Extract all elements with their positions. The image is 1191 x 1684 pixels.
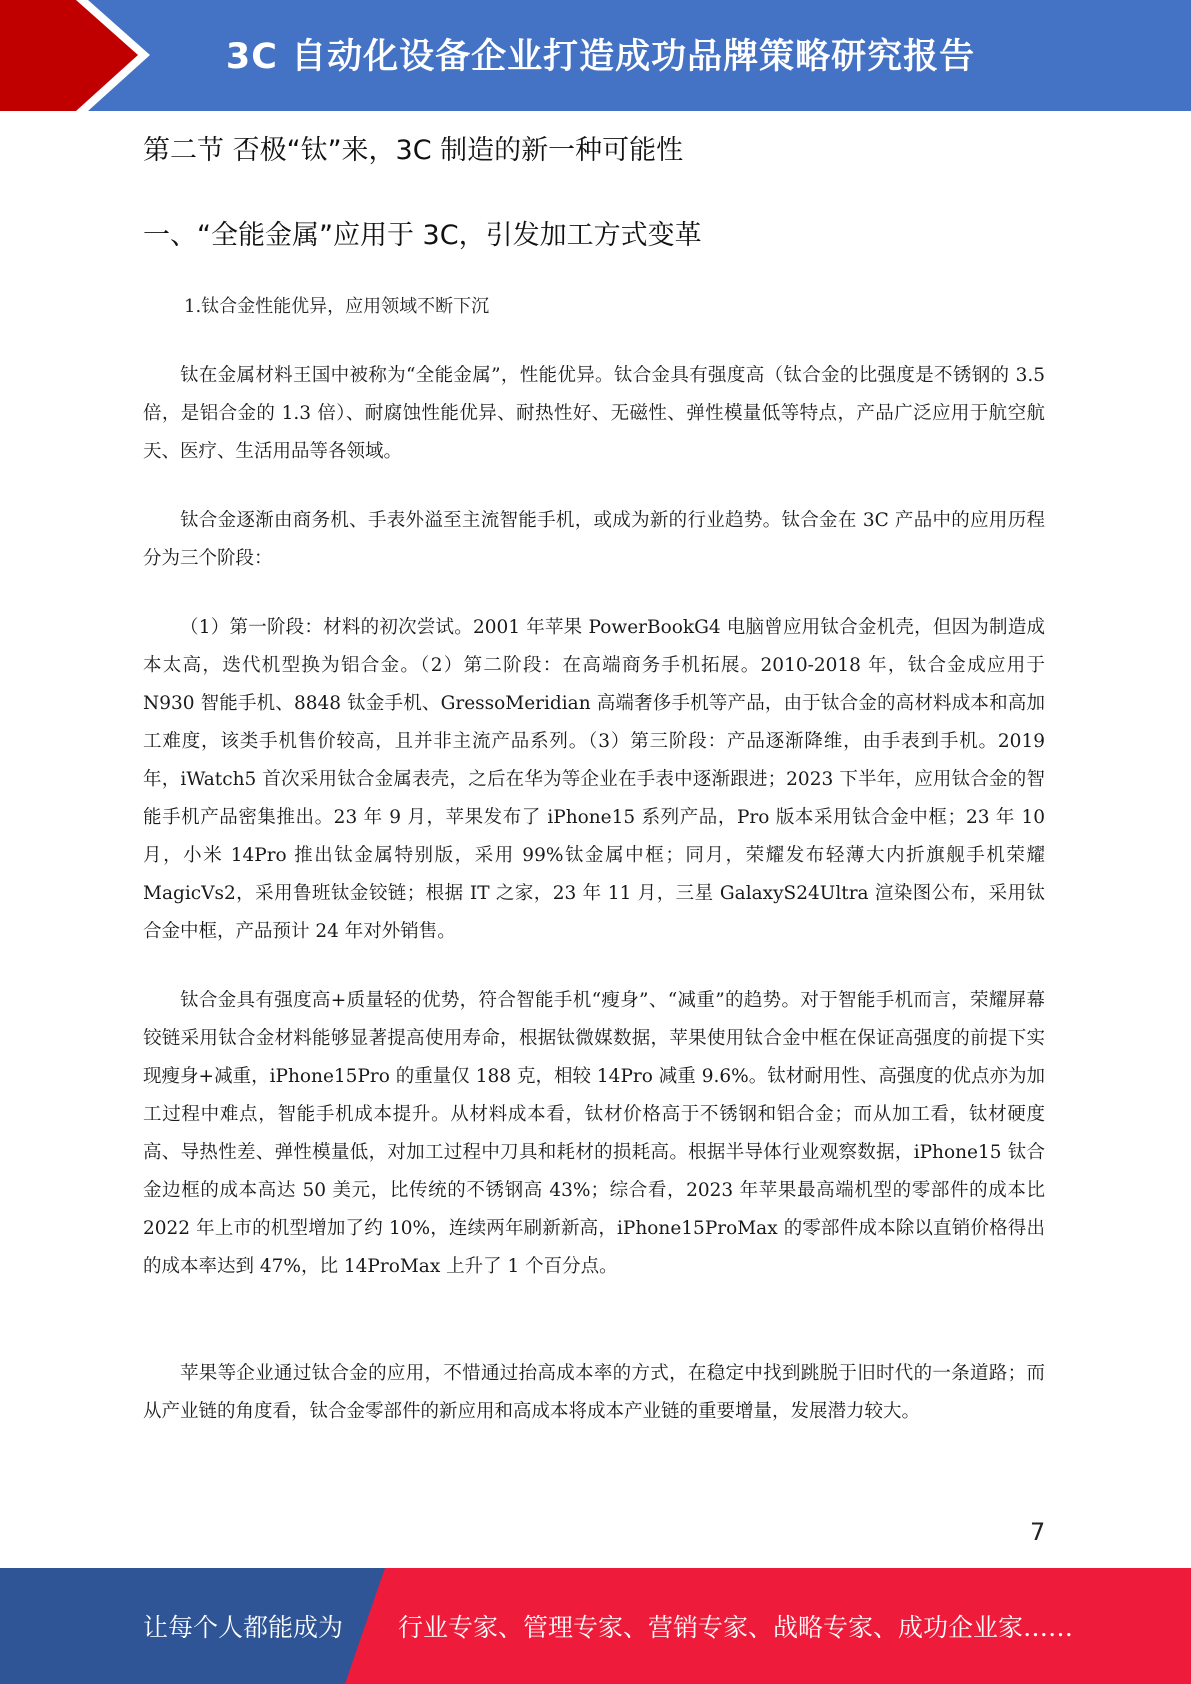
paragraph-5: 苹果等企业通过钛合金的应用，不惜通过抬高成本率的方式，在稳定中找到跳脱于旧时代的一条道路；而从产业链的角度看，钛合金零部件的新应用和高成本将成本产业链的重要增量，发展潜力较大。 (143, 1363, 1045, 1422)
paragraph-4: 钛合金具有强度高+质量轻的优势，符合智能手机“瘦身”、“减重”的趋势。对于智能手机而言，荣耀屏幕铰链采用钛合金材料能够显著提高使用寿命，根据钛微媒数据，苹果使用钛合金中框在保证高强度的前提下实现瘦身+减重，iPhone15Pro 的重量仅 188 克，相较 14Pro 减重 9.6%。钛材耐用性、高强度的优点亦为加工过程中难点，智能手机成本提升。从材料成本看，钛材价格高于不锈钢和铝合金；而从加工看，钛材硬度高、导热性差、弹性模量低，对加工过程中刀具和耗材的损耗高。根据半导体行业观察数据，iPhone15 钛合金边框的成本高达 50 美元，比传统的不锈钢高 43%；综合看，2023 年苹果最高端机型的零部件的成本比 2022 年上市的机型增加了约 10%，连续两年刷新新高，iPhone15ProMax 的零部件成本除以直销价格得出的成本率达到 47%，比 14ProMax 上升了 1 个百分点。 (143, 990, 1045, 1277)
paragraph-2: 钛合金逐渐由商务机、手表外溢至主流智能手机，或成为新的行业趋势。钛合金在 3C 产品中的应用历程分为三个阶段： (143, 510, 1045, 569)
footer-slogan-left: 让每个人都能成为 (143, 1613, 344, 1642)
paragraph-1: 钛在金属材料王国中被称为“全能金属”，性能优异。钛合金具有强度高（钛合金的比强度是不锈钢的 3.5 倍，是铝合金的 1.3 倍）、耐腐蚀性能优异、耐热性好、无磁性、弹性模量低等特点，产品广泛应用于航空航天、医疗、生活用品等各领域。 (143, 365, 1045, 462)
paragraph-3: （1）第一阶段：材料的初次尝试。2001 年苹果 PowerBookG4 电脑曾应用钛合金机壳，但因为制造成本太高，迭代机型换为铝合金。（2）第二阶段：在高端商务手机拓展。2010-2018 年，钛合金成应用于 N930 智能手机、8848 钛金手机、GressoMeridian 高端奢侈手机等产品，由于钛合金的高材料成本和高加工难度，该类手机售价较高，且并非主流产品系列。（3）第三阶段：产品逐渐降维，由手表到手机。2019 年，iWatch5 首次采用钛合金属表壳，之后在华为等企业在手表中逐渐跟进；2023 下半年，应用钛合金的智能手机产品密集推出。23 年 9 月，苹果发布了 iPhone15 系列产品，Pro 版本采用钛合金中框；23 年 10 月，小米 14Pro 推出钛金属特别版，采用 99%钛金属中框；同月，荣耀发布轻薄大内折旗舰手机荣耀 MagicVs2，采用鲁班钛金铰链；根据 IT 之家，23 年 11 月，三星 GalaxyS24Ultra 渲染图公布，采用钛合金中框，产品预计 24 年对外销售。 (143, 617, 1045, 942)
sub-title: 一、“全能金属”应用于 3C，引发加工方式变革 (143, 220, 702, 251)
page-footer (0, 1568, 1191, 1684)
footer-slogan-right: 行业专家、管理专家、营销专家、战略专家、成功企业家…… (398, 1613, 1074, 1642)
page-number: 7 (1030, 1518, 1046, 1546)
page-header (0, 0, 1191, 111)
section-title: 第二节 否极“钛”来，3C 制造的新一种可能性 (143, 135, 684, 166)
report-title: 3C 自动化设备企业打造成功品牌策略研究报告 (225, 36, 976, 77)
chevron-arrow-icon (0, 0, 150, 111)
item-title: 1.钛合金性能优异，应用领域不断下沉 (184, 296, 490, 317)
